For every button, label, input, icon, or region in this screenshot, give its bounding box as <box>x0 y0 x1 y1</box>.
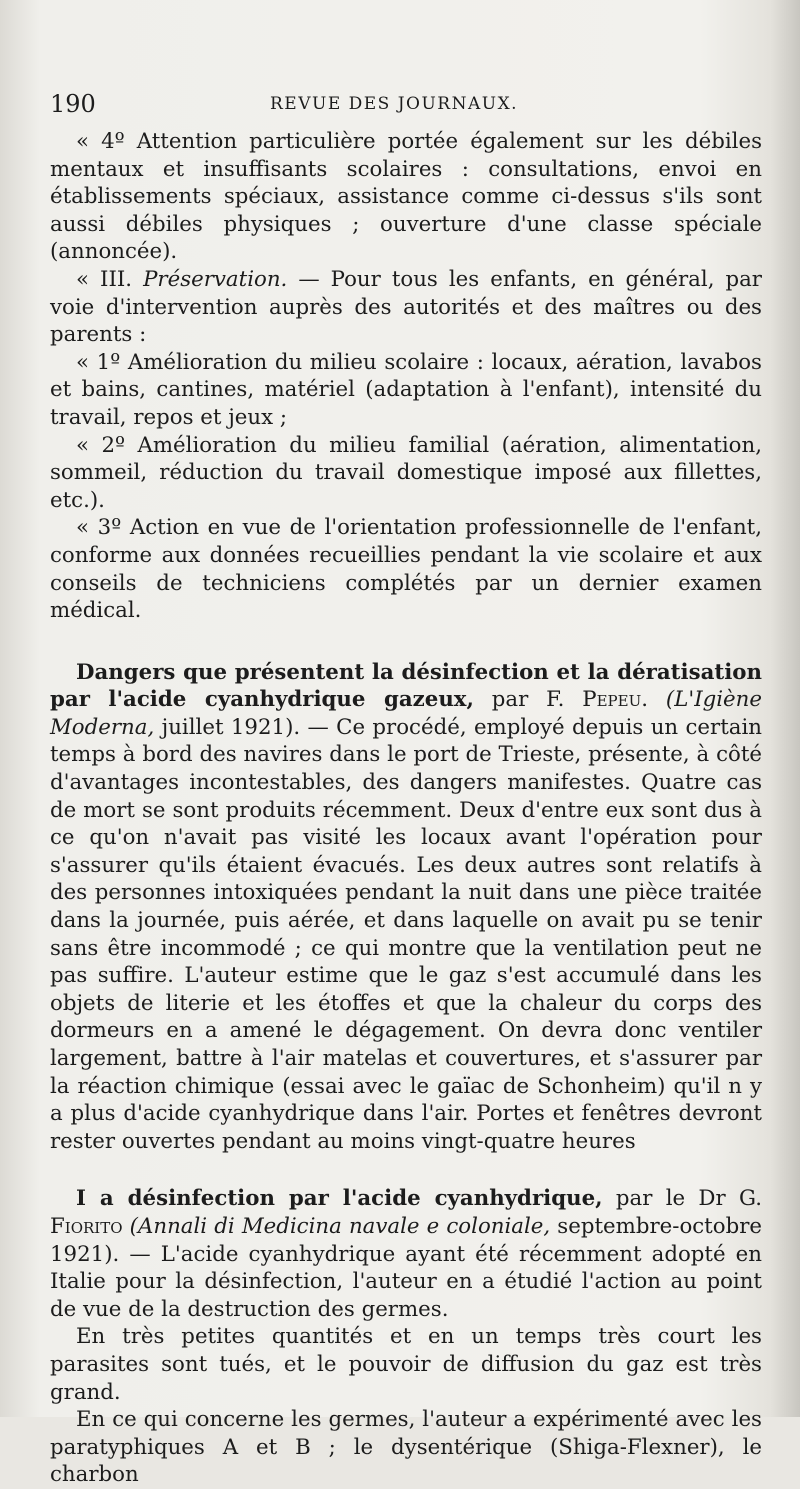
page-number: 190 <box>50 90 96 118</box>
article-text: septembre-octobre 1921). — L'acide cyanhydrique ayant été récemment adopté en Italie pour la désinfection, l'auteur en a étudié l'action au point de vue de la destruction des germes. <box>50 1213 762 1322</box>
article-text: juillet 1921). — Ce procédé, employé depuis un certain temps à bord des navires dans le port de Trieste, présente, à côté d'avantages incontestables, des dangers manifestes. Quatre cas de mort se sont produits récemment. Deux d'entre eux sont dus à ce qu'on n'avait pas visité les locaux avant l'opération pour s'assurer qu'ils étaient évacués. Les deux autres sont relatifs à des personnes intoxiquées pendant la nuit dans une pièce traitée dans la journée, puis aérée, et dans laquelle on avait pu se tenir sans être incommodé ; ce qui montre que la ventilation peut ne pas suffire. L'auteur estime que le gaz s'est accumulé dans les objets de literie et les étoffes et que la chaleur du corps des dormeurs en a amené le dégagement. On devra donc ventiler largement, battre à l'air matelas et couvertures, et s'assurer par la réaction chimique (essai avec le gaïac de Schonheim) qu'il n y a plus d'acide cyanhydrique dans l'air. Portes et fenêtres devront rester ouvertes pendant au moins vingt-quatre heures <box>50 714 762 1154</box>
paragraph-parasites: En très petites quantités et en un temps très court les parasites sont tués, et le pouvoir de diffusion du gaz est très grand. <box>50 1324 762 1405</box>
article-desinfection-cyanhydrique <box>50 1185 762 1323</box>
paragraph-item-4: « 4º Attention particulière portée également sur les débiles mentaux et insuffisants scolaires : consultations, envoi en établissements spéciaux, assistance comme ci-dessus s'ils sont aussi débiles physiques ; ouverture d'une classe spéciale (annoncée). <box>50 129 762 265</box>
section-heading: Préservation. <box>143 266 288 292</box>
journal-name: (L'Igiène Moderna, <box>50 687 762 740</box>
paragraph-preservation <box>50 266 762 349</box>
author-name: Pepeu. <box>582 687 649 713</box>
page-header <box>50 90 750 124</box>
paragraph-item-2: « 2º Amélioration du milieu familial (aération, alimentation, sommeil, réduction du travail domestique imposé aux fillettes, etc.). <box>50 432 762 513</box>
spacer <box>50 1155 762 1185</box>
section-number: « III. <box>76 266 133 292</box>
author-prefix: par le Dr G. <box>602 1186 762 1212</box>
author-name: Fiorito <box>50 1213 123 1239</box>
paragraph-germes: En ce qui concerne les germes, l'auteur a expérimenté avec les paratyphiques A et B ; le dysentérique (Shiga-Flexner), le charbon <box>50 1407 762 1488</box>
journal-name: (Annali di Medicina navale e coloniale, <box>129 1213 551 1239</box>
page-body <box>50 128 762 1489</box>
section-text: — Pour tous les enfants, en général, par voie d'intervention auprès des autorités et des maîtres ou des parents : <box>50 266 762 348</box>
running-title: REVUE DES JOURNAUX. <box>270 94 519 114</box>
paragraph-item-1: « 1º Amélioration du milieu scolaire : locaux, aération, lavabos et bains, cantines, matériel (adaptation à l'enfant), intensité du travail, repos et jeux ; <box>50 349 762 430</box>
article-title: I a désinfection par l'acide cyanhydrique, <box>76 1186 603 1212</box>
article-dangers-cyanhydrique <box>50 659 762 1156</box>
paragraph-item-3: « 3º Action en vue de l'orientation professionnelle de l'enfant, conforme aux données recueillies pendant la vie scolaire et aux conseils de techniciens complétés par un dernier examen médical. <box>50 515 762 624</box>
article-title: Dangers que présentent la désinfection et la dératisation par l'acide cyanhydrique gazeux, <box>50 659 762 713</box>
spacer <box>50 625 762 659</box>
author-prefix: par F. <box>473 687 583 713</box>
